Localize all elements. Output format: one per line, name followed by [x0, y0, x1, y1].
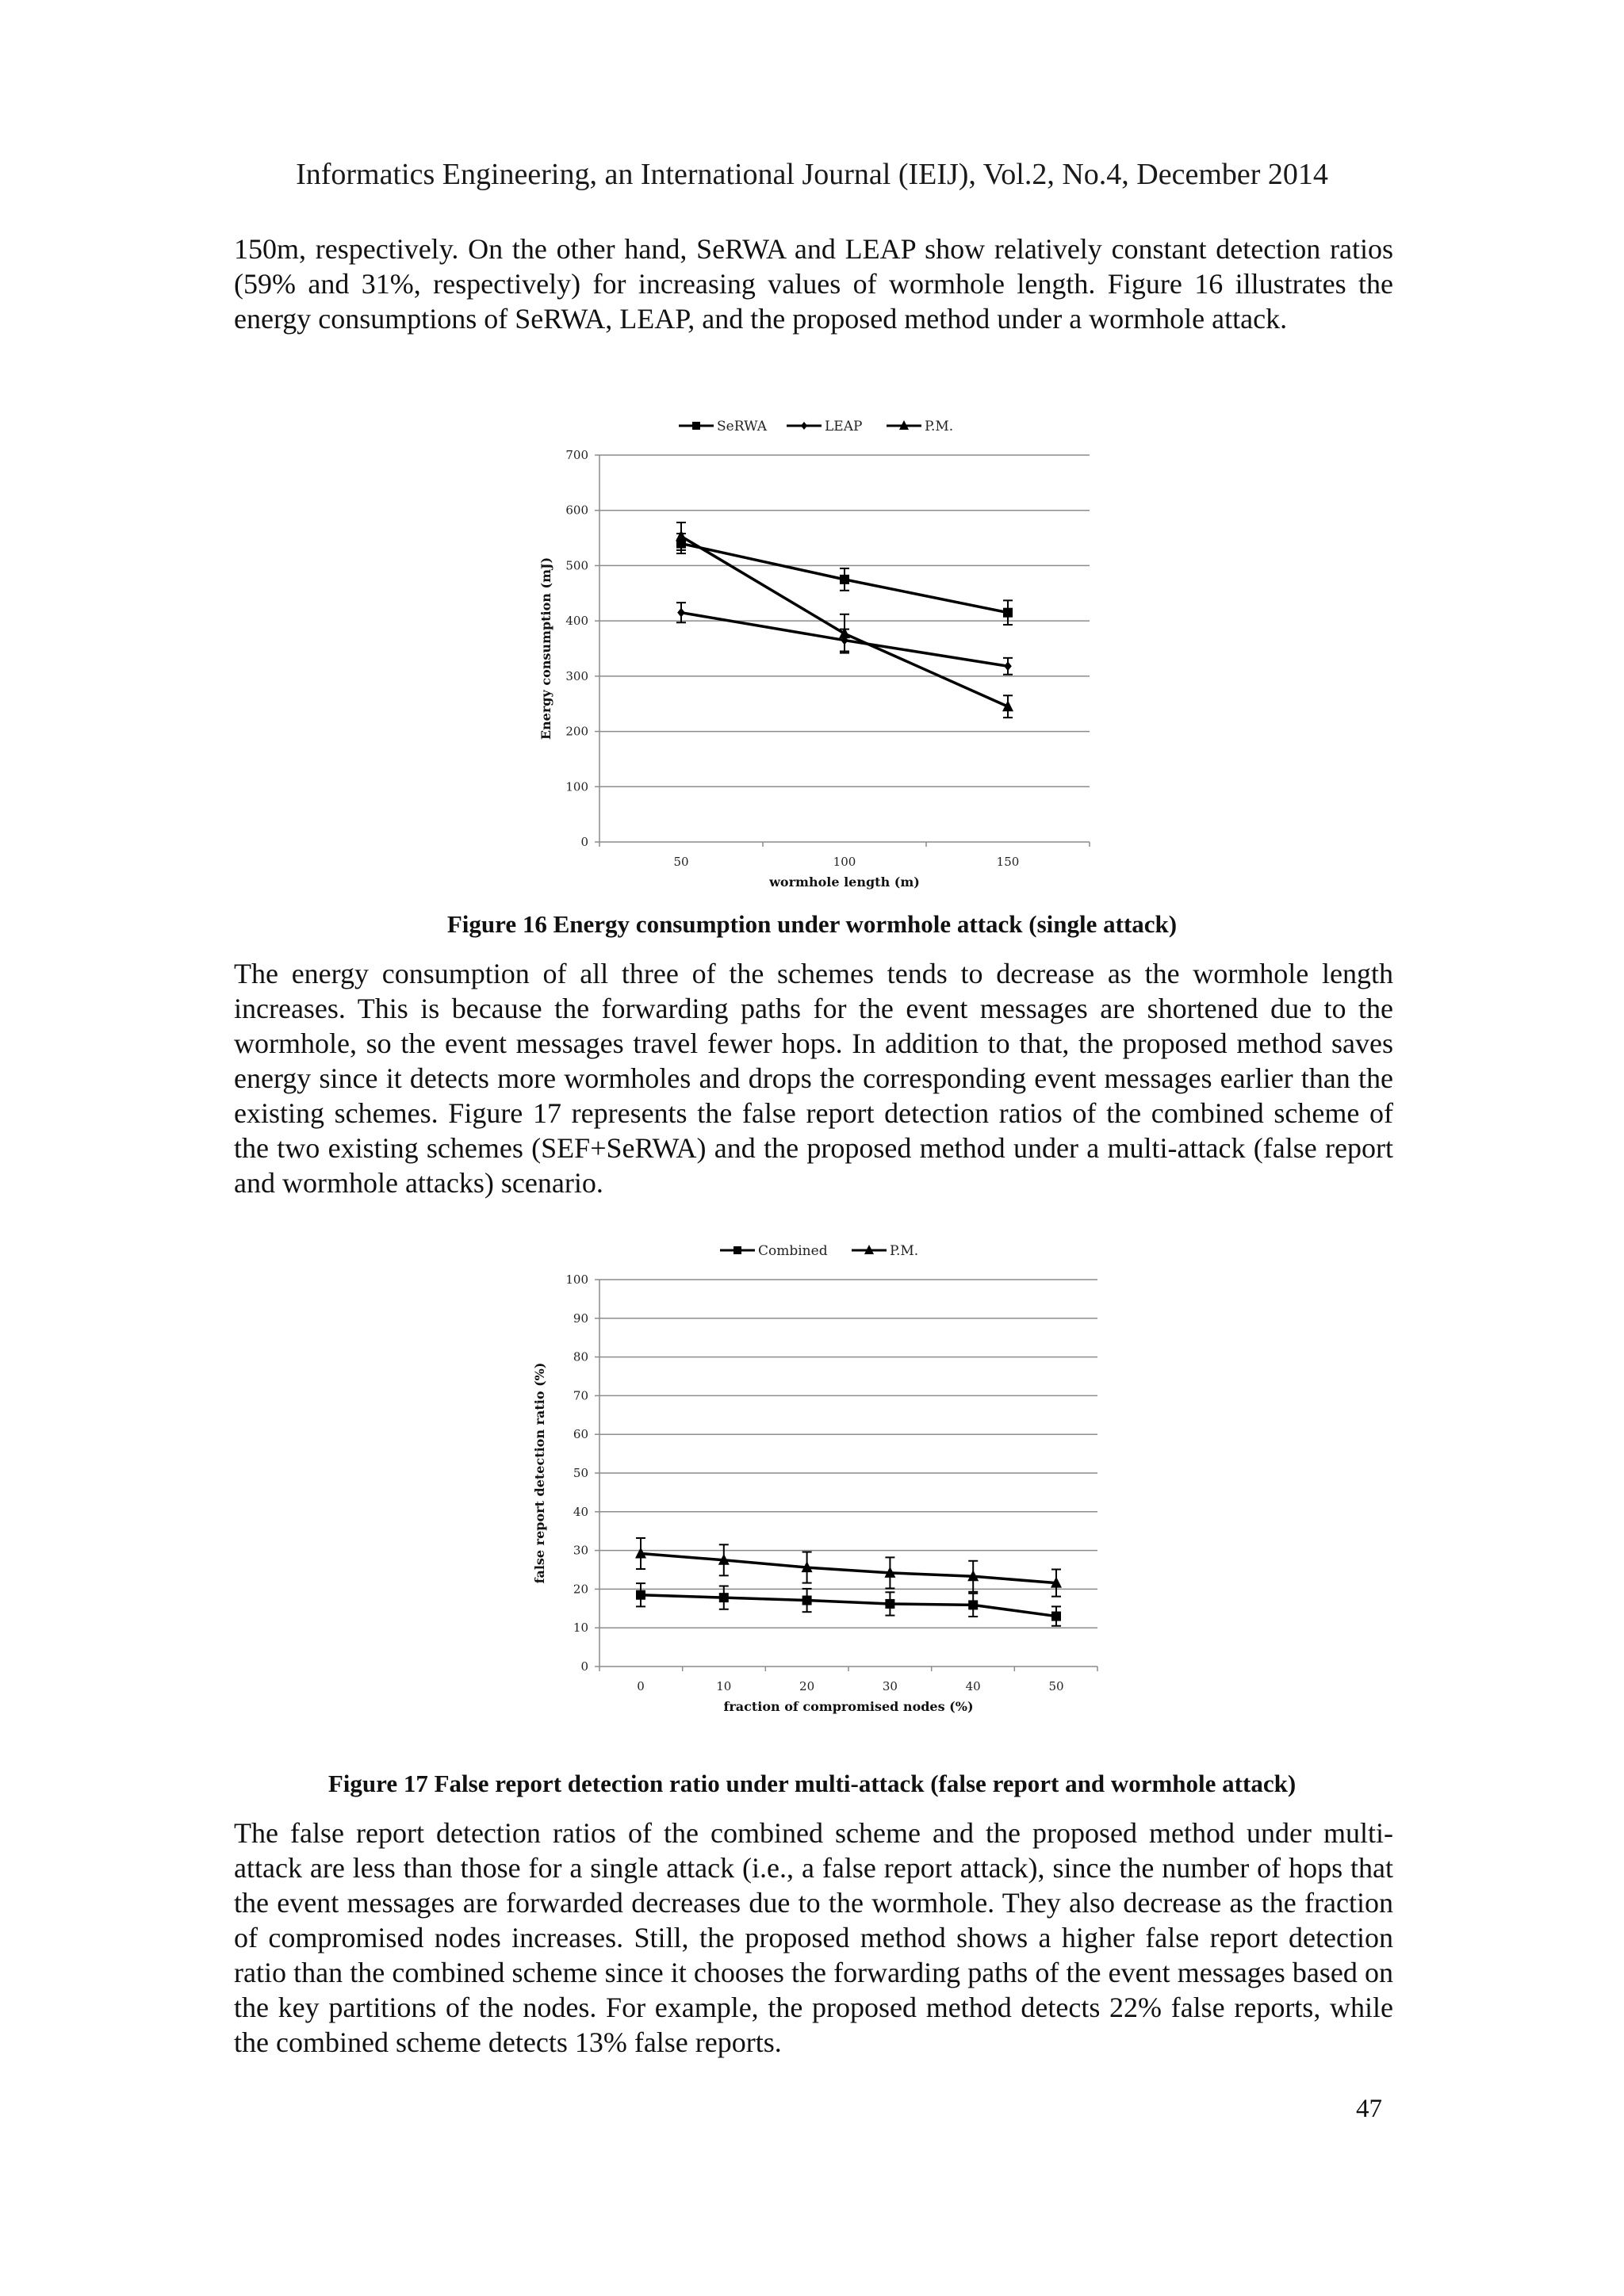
- fig17-y-tick-label: 100: [565, 1272, 588, 1287]
- fig17-x-tick-label: 50: [1048, 1679, 1064, 1693]
- fig16-y-tick-label: 600: [565, 503, 588, 518]
- paragraph-energy: The energy consumption of all three of the schemes tends to decrease as the wormhole length increases. This is because the forwarding paths for the event messages are shortened due to the wormhole, so the event messages travel fewer hops. In addition to that, the proposed method saves energy since it detects more wormholes and drops the corresponding event messages earlier than the existing schemes. Figure 17 represents the false report detection ratios of the combined scheme of the two existing schemes (SEF+SeRWA) and the proposed method under a multi-attack (false report and wormhole attacks) scenario.: [234, 958, 1393, 1199]
- fig17-y-tick-label: 60: [573, 1427, 588, 1442]
- fig17-legend-label-p-m: P.M.: [890, 1243, 919, 1259]
- fig17-x-tick-label: 10: [716, 1679, 732, 1693]
- fig17-x-tick-label: 0: [637, 1679, 645, 1693]
- fig16-point-serwa: [840, 575, 849, 584]
- fig17-y-tick-label: 80: [573, 1349, 588, 1364]
- fig17-series-line-p-m: [641, 1554, 1056, 1583]
- fig17-point-combined: [885, 1599, 894, 1609]
- fig17-y-tick-label: 20: [573, 1582, 588, 1597]
- fig16-y-tick-label: 700: [565, 448, 588, 462]
- fig16-legend-marker-serwa: [692, 422, 700, 430]
- fig16-legend-label-leap: LEAP: [825, 419, 863, 434]
- figure-16-caption: Figure 16 Energy consumption under wormhole attack (single attack): [446, 910, 1178, 938]
- fig17-legend-marker-combined: [733, 1246, 741, 1254]
- fig17-point-combined: [1051, 1612, 1061, 1621]
- fig16-x-tick-label: 50: [673, 855, 689, 869]
- fig17-point-combined: [719, 1593, 729, 1602]
- fig16-legend-label-p-m: P.M.: [925, 419, 954, 434]
- running-header: Informatics Engineering, an International Journal (IEIJ), Vol.2, No.4, December 2014: [296, 158, 1328, 191]
- fig17-x-axis-title: fraction of compromised nodes (%): [723, 1699, 974, 1714]
- fig16-legend-label-serwa: SeRWA: [717, 419, 768, 434]
- fig17-x-tick-label: 20: [799, 1679, 815, 1693]
- fig16-point-leap: [1004, 661, 1012, 671]
- paragraph-multi-attack: The false report detection ratios of the combined scheme and the proposed method under multi-attack are less than those for a single attack (i.e., a false report attack), since the number of hops that the event messages are forwarded decreases due to the wormhole. They also decrease as the fraction of compromised nodes increases. Still, the proposed method shows a higher false report detection ratio than the combined scheme since it chooses the forwarding paths of the event messages based on the key partitions of the nodes. For example, the proposed method detects 22% false reports, while the combined scheme detects 13% false reports.: [234, 1817, 1393, 2058]
- figure-17-caption: Figure 17 False report detection ratio under multi-attack (false report and wormhole attack): [327, 1770, 1297, 1797]
- fig16-point-p-m: [676, 530, 687, 541]
- fig16-x-axis-title: wormhole length (m): [769, 874, 920, 890]
- fig16-x-tick-label: 150: [996, 855, 1020, 869]
- fig16-legend-marker-leap: [801, 422, 807, 430]
- fig16-point-leap: [677, 608, 685, 618]
- fig17-y-tick-label: 10: [573, 1621, 588, 1636]
- fig17-legend-label-combined: Combined: [758, 1243, 828, 1259]
- figure-17-chart: [523, 1233, 1110, 1724]
- page-number: 47: [1356, 2095, 1382, 2123]
- fig17-y-tick-label: 50: [573, 1466, 588, 1480]
- fig16-y-tick-label: 400: [565, 614, 588, 629]
- fig17-y-tick-label: 0: [580, 1659, 588, 1674]
- fig17-y-tick-label: 70: [573, 1388, 588, 1403]
- paragraph-intro: 150m, respectively. On the other hand, SeRWA and LEAP show relatively constant detection ratios (59% and 31%, respectively) for increasing values of wormhole length. Figure 16 illustrates the energy consumptions of SeRWA, LEAP, and the proposed method under a wormhole attack.: [234, 233, 1393, 335]
- fig17-x-tick-label: 40: [965, 1679, 981, 1693]
- fig17-point-combined: [968, 1600, 978, 1609]
- fig16-x-tick-label: 100: [833, 855, 856, 869]
- fig16-y-tick-label: 500: [565, 558, 588, 573]
- fig16-point-serwa: [1003, 608, 1013, 618]
- fig17-y-axis-title: false report detection ratio (%): [532, 1362, 547, 1584]
- fig17-y-tick-label: 30: [573, 1543, 588, 1558]
- fig17-y-tick-label: 90: [573, 1311, 588, 1326]
- fig16-y-tick-label: 0: [580, 835, 588, 849]
- fig16-y-axis-title: Energy consumption (mJ): [538, 557, 553, 740]
- figure-16-chart: [523, 408, 1110, 892]
- fig17-y-tick-label: 40: [573, 1504, 588, 1519]
- fig16-y-tick-label: 100: [565, 779, 588, 794]
- fig17-point-combined: [802, 1596, 812, 1605]
- fig17-point-combined: [636, 1590, 645, 1600]
- fig16-y-tick-label: 300: [565, 668, 588, 683]
- fig17-series-line-combined: [641, 1595, 1056, 1617]
- fig17-x-tick-label: 30: [882, 1679, 898, 1693]
- fig16-y-tick-label: 200: [565, 724, 588, 739]
